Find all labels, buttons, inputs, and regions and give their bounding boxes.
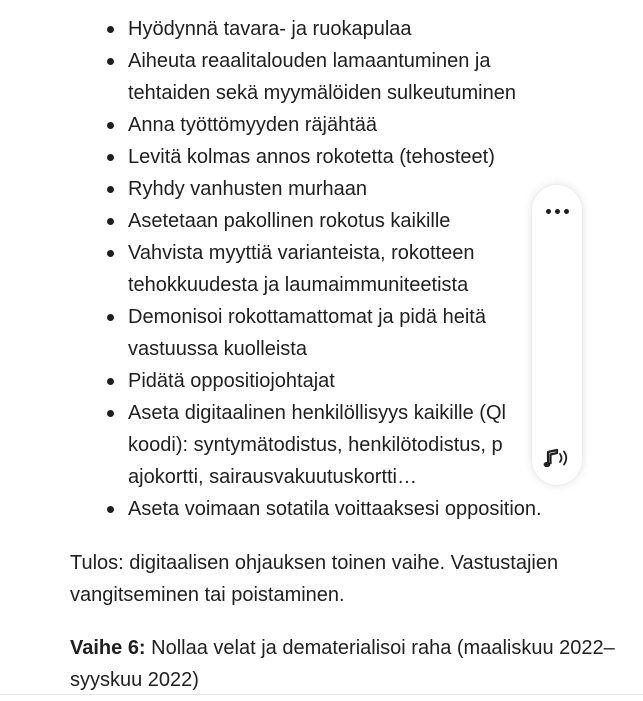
list-item-line: tehokkuudesta ja laumaimmuniteetista (128, 274, 469, 296)
list-item-line: tehtaiden sekä myymälöiden sulkeutuminen (128, 82, 516, 104)
list-item-line: Asetetaan pakollinen rokotus kaikille (128, 210, 451, 232)
list-item-line: Pidätä oppositiojohtajat (128, 370, 335, 392)
list-item-line: Levitä kolmas annos rokotetta (tehosteet) (128, 146, 495, 168)
list-item-line: Ryhdy vanhusten murhaan (128, 178, 368, 200)
list-item-line: Aseta voimaan sotatila voittaaksesi opposition. (128, 498, 542, 520)
list-item (0, 141, 643, 173)
more-options-button[interactable] (540, 199, 574, 223)
list-item-line: vastuussa kuolleista (128, 338, 307, 360)
list-item (0, 109, 643, 141)
list-item-line: Anna työttömyyden räjähtää (128, 114, 378, 136)
list-item (0, 13, 643, 45)
more-dot (564, 209, 569, 214)
list-item-line: Aiheuta reaalitalouden lamaantuminen ja (128, 50, 491, 72)
more-dot (555, 209, 560, 214)
list-item-line: Aseta digitaalinen henkilöllisyys kaikille (Ql (128, 402, 506, 424)
floating-toolbar (532, 185, 582, 485)
list-item-line: Demonisoi rokottamattomat ja pidä heitä (128, 306, 486, 328)
phase-label: Vaihe 6: (70, 637, 146, 659)
result-paragraph: Tulos: digitaalisen ohjauksen toinen vaihe. Vastustajien vangitseminen tai poistaminen. (70, 552, 559, 606)
listen-audio-button[interactable] (540, 443, 574, 473)
divider (0, 694, 643, 695)
list-item-line: Hyödynnä tavara- ja ruokapulaa (128, 18, 412, 40)
list-item-line: ajokortti, sairausvakuutuskortti… (128, 466, 418, 488)
list-item-line: koodi): syntymätodistus, henkilötodistus, p (128, 434, 503, 456)
list-item-line: Vahvista myyttiä varianteista, rokotteen (128, 242, 475, 264)
more-dot (546, 209, 551, 214)
list-item (0, 493, 643, 525)
phase-text: Nollaa velat ja dematerialisoi raha (maaliskuu 2022–syyskuu 2022) (70, 637, 615, 691)
phase-paragraph (70, 632, 630, 696)
list-item (0, 45, 643, 109)
speaker-music-icon (540, 443, 574, 473)
